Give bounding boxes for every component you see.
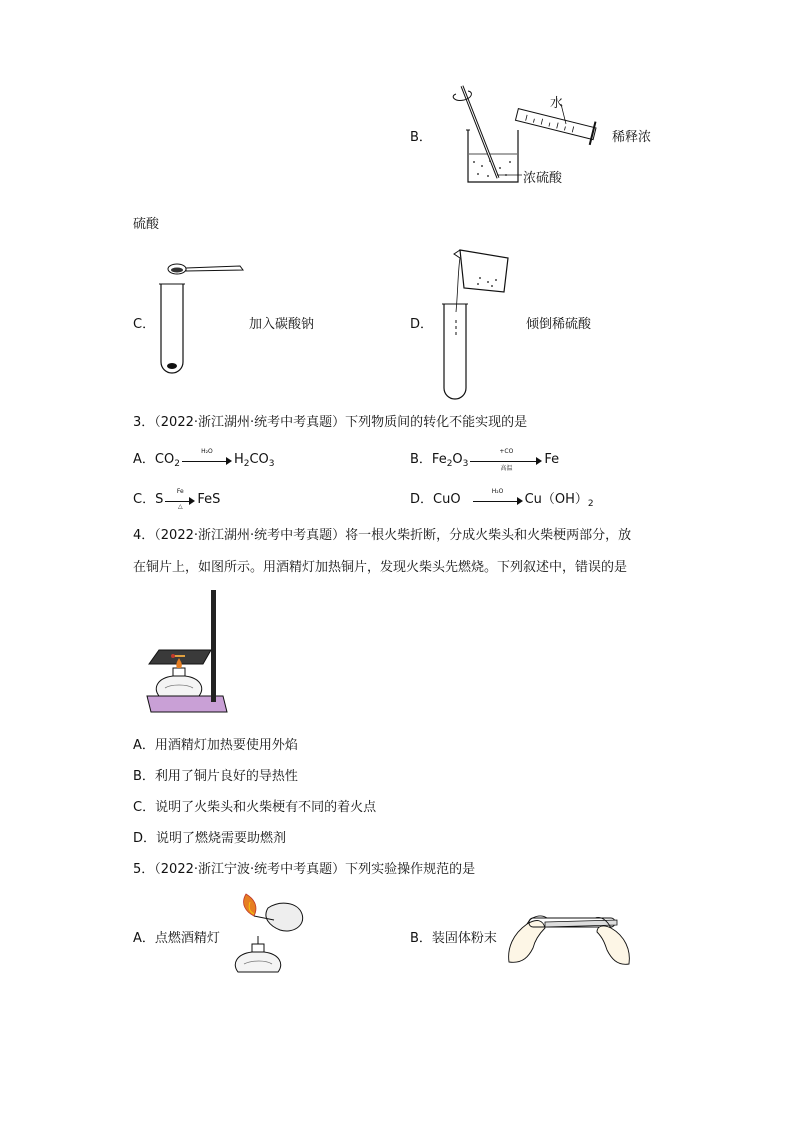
q3-c-condition-above: Fe xyxy=(176,487,184,495)
q5-option-b: B．装固体粉末 xyxy=(410,931,497,946)
alcohol-lamp-copper-figure xyxy=(145,588,235,718)
q3-b-condition-below: 高温 xyxy=(500,464,513,472)
q3-d-arrow-icon xyxy=(473,487,523,506)
q2-option-d-caption: 倾倒稀硫酸 xyxy=(526,317,592,332)
q3-b-reactant: Fe xyxy=(431,452,447,467)
q3-d-product-sub: 2 xyxy=(587,499,594,509)
q3-a-product-rest: CO xyxy=(249,452,269,467)
q3-d-reactant: CuO xyxy=(433,492,461,507)
q3-option-b xyxy=(410,447,560,472)
powder-loading-figure xyxy=(505,900,633,968)
q3-b-product: Fe xyxy=(544,452,560,467)
q3-c-letter: C． xyxy=(133,492,156,507)
q3-option-a xyxy=(133,448,275,469)
q2-option-b-letter: B． xyxy=(410,130,432,145)
q3-a-condition: H₂O xyxy=(201,447,213,455)
q3-d-product: Cu（OH） xyxy=(524,492,588,507)
q3-a-letter: A． xyxy=(133,452,155,467)
q3-d-condition: H₂O xyxy=(491,487,504,495)
q3-a-arrow-icon xyxy=(182,447,232,466)
q2-option-c-letter: C． xyxy=(133,317,156,332)
q3-b-reactant-rest: O xyxy=(452,452,463,467)
q3-b-reactant-sub2: 3 xyxy=(462,459,469,469)
q3-a-reactant-sub: 2 xyxy=(174,459,180,469)
q3-c-product: FeS xyxy=(197,492,221,507)
q3-b-condition-above: +CO xyxy=(499,447,514,455)
q4-stem-line2: 在铜片上，如图所示。用酒精灯加热铜片，发现火柴头先燃烧。下列叙述中，错误的是 xyxy=(133,560,628,575)
q4-option-a: A．用酒精灯加热要使用外焰 xyxy=(133,738,298,753)
q3-option-c xyxy=(133,487,221,510)
q4-option-c: C．说明了火柴头和火柴梗有不同的着火点 xyxy=(133,800,377,815)
dilute-acid-figure xyxy=(440,82,600,190)
q4-stem-line1: 4．（2022·浙江湖州·统考中考真题）将一根火柴折断，分成火柴头和火柴梗两部分，放 xyxy=(133,528,632,543)
q3-a-product-sub: 2 xyxy=(243,459,250,469)
q3-b-reactant-sub: 2 xyxy=(446,459,453,469)
q5-option-a: A．点燃酒精灯 xyxy=(133,931,220,946)
q2-option-b-caption: 稀释浓 xyxy=(612,130,652,145)
test-tube-spoon-figure xyxy=(155,258,255,376)
q2-option-b-caption-wrap: 硫酸 xyxy=(133,217,160,232)
label-concentrated-acid: 浓硫酸 xyxy=(523,171,563,186)
q3-a-reactant: CO xyxy=(154,452,175,467)
q5-stem: 5．（2022·浙江宁波·统考中考真题）下列实验操作规范的是 xyxy=(133,862,476,877)
q3-b-arrow-icon xyxy=(470,447,542,472)
q3-c-arrow-icon xyxy=(165,487,195,510)
q3-a-product-sub2: 3 xyxy=(268,459,275,469)
q3-c-reactant: S xyxy=(155,492,164,507)
q2-option-c-caption: 加入碳酸钠 xyxy=(249,317,315,332)
pour-acid-figure xyxy=(430,240,530,400)
q3-a-product: H xyxy=(233,452,244,467)
q2-option-d-letter: D． xyxy=(410,317,434,332)
q3-d-letter: D． xyxy=(410,492,434,507)
q4-option-b: B．利用了铜片良好的导热性 xyxy=(133,769,298,784)
q4-option-d: D．说明了燃烧需要助燃剂 xyxy=(133,831,287,846)
q3-b-letter: B． xyxy=(410,452,432,467)
q3-stem: 3．（2022·浙江湖州·统考中考真题）下列物质间的转化不能实现的是 xyxy=(133,415,528,430)
q3-option-d xyxy=(410,488,594,509)
q3-c-condition-below: △ xyxy=(178,502,183,510)
lighting-lamp-figure xyxy=(228,890,310,978)
label-water: 水 xyxy=(550,96,564,111)
